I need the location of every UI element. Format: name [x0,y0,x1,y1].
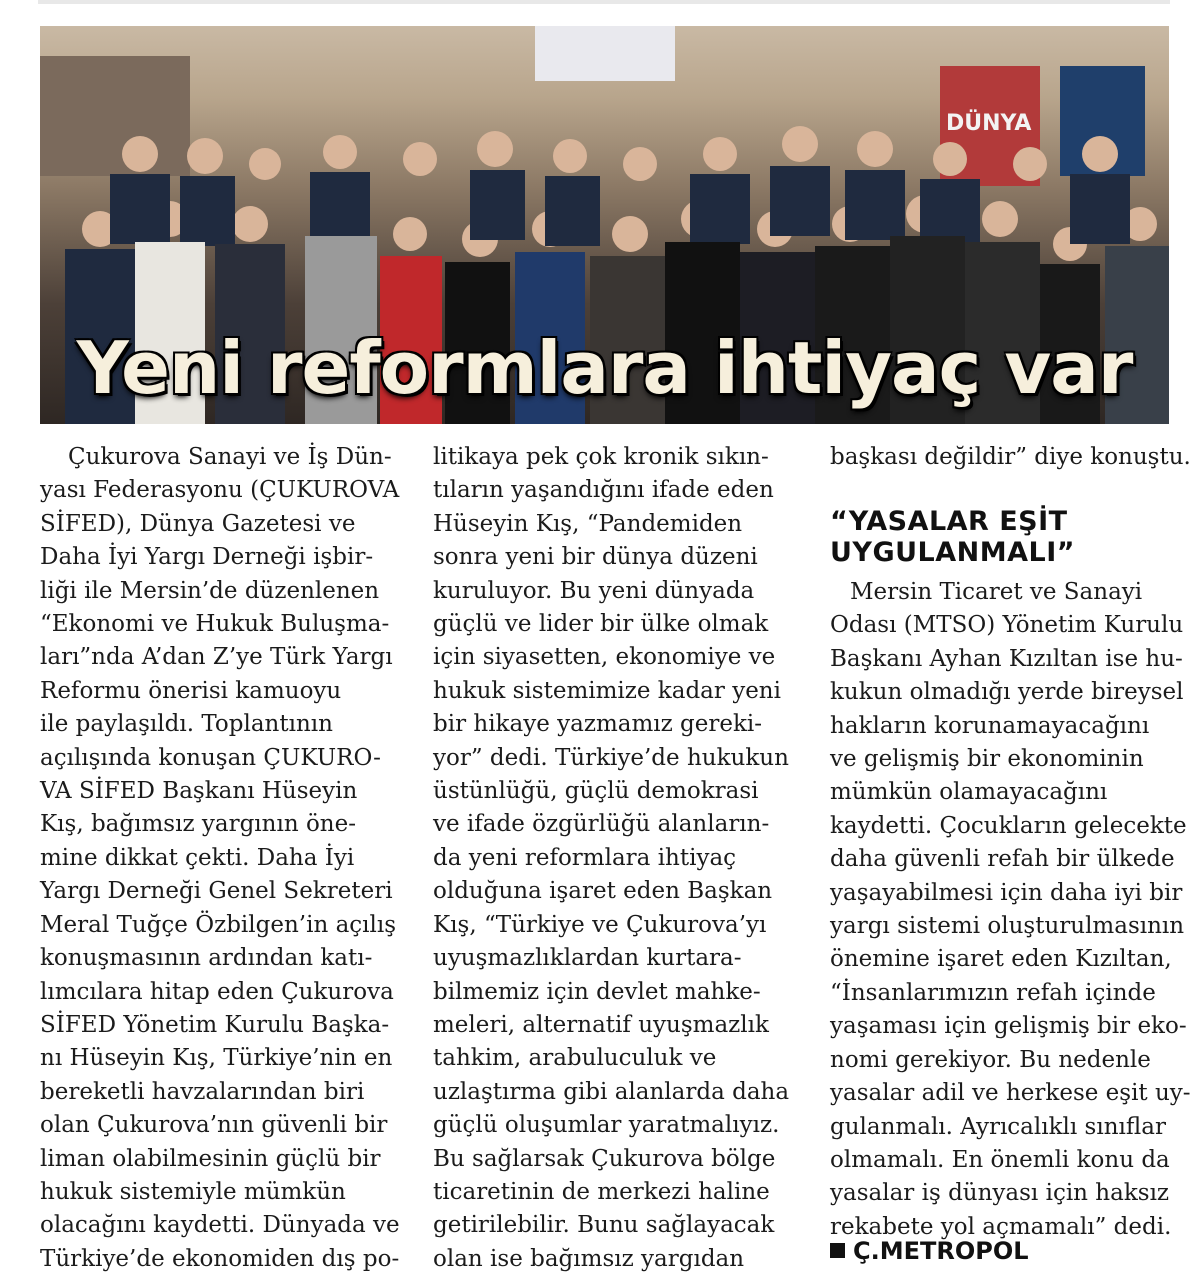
column2-line: hukuk sistemimize kadar yeni [433,677,781,704]
column2-line: getirilebilir. Bunu sağlayacak [433,1212,775,1239]
column1-line: konuşmasının ardından katı- [40,945,373,972]
column2-line: tıların yaşandığını ifade eden [433,477,774,504]
column2-line: meleri, alternatif uyuşmazlık [433,1011,769,1038]
column1-line: olacağını kaydetti. Dünyada ve [40,1212,400,1239]
article-column-2 [433,441,803,1276]
column1-line: mine dikkat çekti. Daha İyi [40,844,355,871]
column2-line: kuruluyor. Bu yeni dünyada [433,577,755,604]
top-rule [38,0,1170,4]
column1-line: Kış, bağımsız yargının öne- [40,811,356,838]
column3-line: yasalar iş dünyası için haksız [830,1180,1170,1207]
column2-line: bir hikaye yazmamız gereki- [433,711,763,738]
square-bullet-icon [830,1243,845,1258]
column3-line: Başkanı Ayhan Kızıltan ise hu- [830,645,1183,672]
column3-line: yargı sistemi oluşturulmasının [830,913,1185,940]
column2-line: Bu sağlarsak Çukurova bölge [433,1145,776,1172]
source-credit [830,1237,1029,1265]
column3-line: daha güvenli refah bir ülkede [830,846,1175,873]
column1-line: olan Çukurova’nın güvenli bir [40,1112,388,1139]
column3-line: ve gelişmiş bir ekonominin [830,746,1144,773]
column1-line: yası Federasyonu (ÇUKUROVA [40,477,400,504]
column1-line: Daha İyi Yargı Derneği işbir- [40,544,374,571]
column2-line: da yeni reformlara ihtiyaç [433,844,737,871]
column2-line: üstünlüğü, güçlü demokrasi [433,778,759,805]
column1-line: Çukurova Sanayi ve İş Dün- [68,444,392,470]
column3-line: “İnsanlarımızın refah içinde [830,979,1156,1006]
article-column-1 [40,441,405,1276]
column2-line: uzlaştırma gibi alanlarda daha [433,1078,790,1105]
article-column-3 [830,576,1190,1244]
column2-line: ve ifade özgürlüğü alanların- [433,811,770,838]
column1-line: ları”nda A’dan Z’ye Türk Yargı [40,644,393,671]
column1-line: hukuk sistemiyle mümkün [40,1178,346,1205]
headline: Yeni reformlara ihtiyaç var [76,326,1133,410]
column3-line: nomi gerekiyor. Bu nedenle [830,1046,1151,1073]
column3-line: yaşaması için gelişmiş bir eko- [830,1013,1187,1040]
column2-line: tahkim, arabuluculuk ve [433,1045,717,1072]
column2-line: Kış, “Türkiye ve Çukurova’yı [433,911,767,938]
column2-line: litikaya pek çok kronik sıkın- [433,444,769,470]
column3-line: gulanmalı. Ayrıcalıklı sınıflar [830,1113,1166,1140]
column2-line: Hüseyin Kış, “Pandemiden [433,510,743,537]
column1-line: nı Hüseyin Kış, Türkiye’nin en [40,1045,393,1072]
column1-line: ile paylaşıldı. Toplantının [40,711,333,738]
column3-line: rekabete yol açmamalı” dedi. [830,1213,1172,1240]
column1-line: açılışında konuşan ÇUKURO- [40,744,381,771]
column1-line: Yargı Derneği Genel Sekreteri [40,878,393,905]
subheading-line-1: “YASALAR EŞİT [830,506,1068,537]
column1-line: Meral Tuğçe Özbilgen’in açılış [40,911,397,938]
column2-line: güçlü ve lider bir ülke olmak [433,611,769,638]
column1-line: liği ile Mersin’de düzenlenen [40,577,380,604]
column2-line: bilmemiz için devlet mahke- [433,978,761,1005]
column3-line: kukun olmadığı yerde bireysel [830,679,1184,706]
group-photo [40,26,1169,424]
dunya-banner-text: DÜNYA [946,111,1032,136]
article-column-3-top [830,441,1190,474]
column3-line: Mersin Ticaret ve Sanayi [850,579,1143,605]
column1-line: VA SİFED Başkanı Hüseyin [40,778,358,805]
column2-line: olan ise bağımsız yargıdan [433,1245,745,1272]
column2-line: için siyasetten, ekonomiye ve [433,644,776,671]
column1-line: Reformu önerisi kamuoyu [40,677,342,704]
column1-line: bereketli havzalarından biri [40,1078,365,1105]
column3-line: yaşayabilmesi için daha iyi bir [830,879,1183,906]
column2-line: ticaretinin de merkezi haline [433,1178,770,1205]
column3-line: kaydetti. Çocukların gelecekte [830,812,1187,839]
column3-line: Odası (MTSO) Yönetim Kurulu [830,612,1184,639]
source-text: Ç.METROPOL [853,1237,1029,1265]
column2-line: yor” dedi. Türkiye’de hukukun [433,744,789,771]
column1-line: SİFED), Dünya Gazetesi ve [40,510,356,537]
column2-line: sonra yeni bir dünya düzeni [433,544,758,571]
column1-line: liman olabilmesinin güçlü bir [40,1145,381,1172]
column3-line: olmamalı. En önemli konu da [830,1146,1170,1173]
column1-line: SİFED Yönetim Kurulu Başka- [40,1011,390,1038]
column3-top-line: başkası değildir” diye konuştu. [830,444,1191,470]
subheading-line-2: UYGULANMALI” [830,537,1076,568]
column1-line: Türkiye’de ekonomiden dış po- [40,1245,400,1272]
subheading [830,506,1075,568]
column1-line: “Ekonomi ve Hukuk Buluşma- [40,611,390,638]
projection-screen [535,26,675,81]
column2-line: olduğuna işaret eden Başkan [433,878,773,905]
column3-line: hakların korunamayacağını [830,712,1150,739]
column2-line: güçlü oluşumlar yaratmalıyız. [433,1112,780,1139]
column3-line: mümkün olamayacağını [830,779,1108,806]
column1-line: lımcılara hitap eden Çukurova [40,978,394,1005]
column2-line: uyuşmazlıklardan kurtara- [433,945,742,972]
column3-line: yasalar adil ve herkese eşit uy- [830,1080,1191,1107]
column3-line: önemine işaret eden Kızıltan, [830,946,1172,973]
